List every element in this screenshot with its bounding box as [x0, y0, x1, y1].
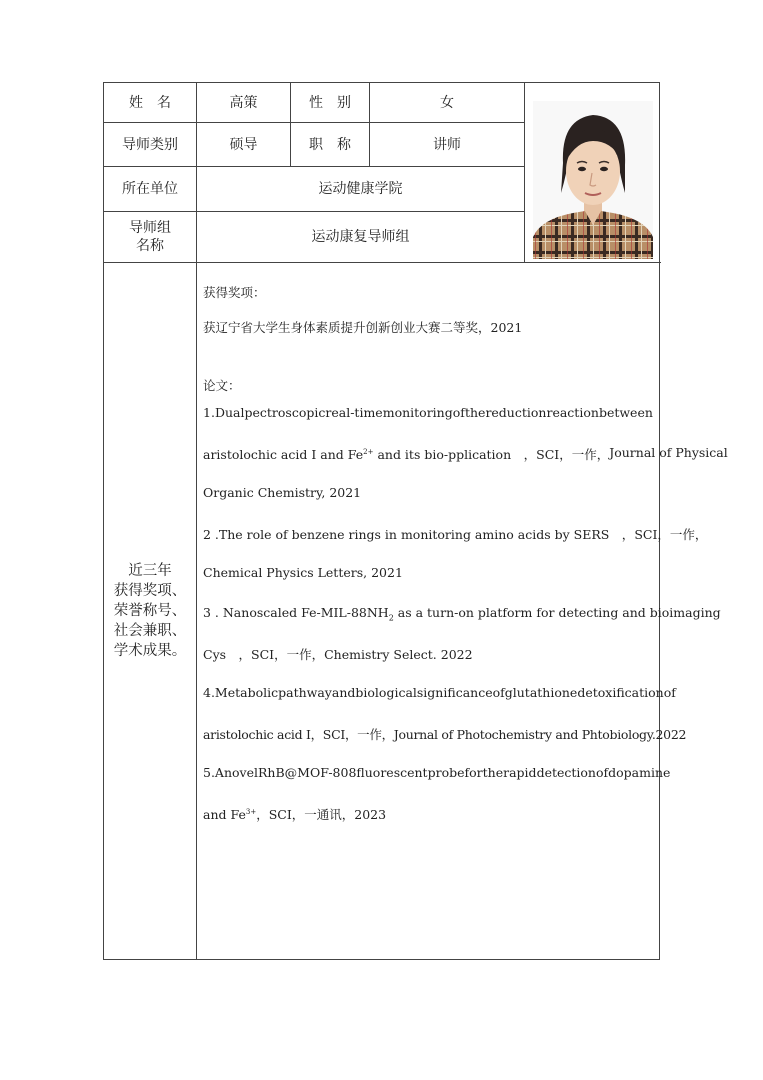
paper-2-line-2: Chemical Physics Letters, 2021 [203, 565, 403, 580]
word: pectroscopic [244, 405, 326, 420]
achievements-content [197, 263, 728, 959]
paper-5-line-1 [203, 765, 671, 780]
photo-cell [525, 83, 661, 263]
word: of [452, 405, 465, 420]
word: biological [355, 685, 417, 700]
paper-4-line-2: aristolochic acid I，SCI，一作，Journal of Photochemistry and Phtobiology.2022 [203, 727, 687, 742]
paper-3-line-2: Cys ，SCI，一作，Chemistry Select. 2022 [203, 647, 473, 662]
word: dopamine [608, 765, 671, 780]
word: reduction [485, 405, 547, 420]
word: pathway [278, 685, 332, 700]
word: the [464, 405, 486, 420]
text-segment: Journal of Physical [609, 445, 728, 460]
awards-heading: 获得奖项： [203, 285, 266, 300]
group-label-line2: 名称 [136, 238, 164, 254]
achievements-label [104, 263, 197, 959]
text-segment: 2 .The role of benzene rings in monitoring amino acids by SERS ， [203, 527, 635, 542]
word: RhB@MOF-808 [258, 765, 357, 780]
word: detection [536, 765, 596, 780]
word: novel [223, 765, 259, 780]
title-value: 讲师 [370, 123, 525, 167]
word: 4 [203, 685, 211, 700]
word: detoxification [577, 685, 664, 700]
word: for [464, 765, 483, 780]
unit-value: 运动健康学院 [197, 167, 525, 212]
name-label: 姓 名 [104, 83, 197, 123]
gender-label: 性 别 [291, 83, 370, 123]
achievements-label-line: 学术成果。 [113, 643, 187, 659]
achievements-label-line: 社会兼职、 [113, 623, 187, 639]
tutor-type-label: 导师类别 [104, 123, 197, 167]
word: reaction [546, 405, 599, 420]
word: probe [427, 765, 465, 780]
word: real-time [325, 405, 383, 420]
paper-5-line-2: and $Fe^{3+}$，SCI，一通讯，2023 [203, 807, 387, 822]
group-label [104, 212, 197, 263]
paper-2-line-1 [203, 525, 708, 543]
portrait-photo [533, 101, 653, 259]
paper-3-line-1 [203, 605, 721, 623]
profile-table [103, 82, 728, 960]
gender-value: 女 [370, 83, 525, 123]
word: Dual [214, 405, 245, 420]
paper-1-line-3: Organic Chemistry, 2021 [203, 485, 362, 500]
papers-heading: 论文： [203, 378, 241, 393]
text-segment: 3 . Nanoscaled $Fe-MIL-88NH_2$ as a turn-on platform for detecting and bioimaging [203, 605, 721, 623]
group-label-line1: 导师组 [129, 220, 171, 236]
word: and [331, 685, 356, 700]
word: the [482, 765, 504, 780]
achievements-label-line: 近三年 [128, 563, 172, 579]
word: of [595, 765, 609, 780]
word: glutathione [504, 685, 578, 700]
word: monitoring [382, 405, 453, 420]
word: rapid [503, 765, 537, 780]
achievements-label-line: 获得奖项、 [113, 583, 187, 599]
word: fluorescent [356, 765, 428, 780]
unit-label: 所在单位 [104, 167, 197, 212]
award-item: 获辽宁省大学生身体素质提升创新创业大赛二等奖，2021 [203, 320, 523, 335]
tutor-type-value: 硕导 [197, 123, 291, 167]
name-value: 高策 [197, 83, 291, 123]
title-label: 职 称 [291, 123, 370, 167]
group-value: 运动康复导师组 [197, 212, 525, 263]
word: of [492, 685, 505, 700]
word: 5.A [203, 765, 224, 780]
word: significance [416, 685, 493, 700]
text-segment: SCI，一作， [634, 527, 708, 542]
word: between [598, 405, 653, 420]
word: 1. [203, 405, 215, 420]
text-segment: aristolochic acid I and $Fe^{2+}$ and its bio-pplication ，SCI，一作， [203, 447, 610, 462]
word: of [663, 685, 676, 700]
achievements-label-line: 荣誉称号、 [113, 603, 187, 619]
paper-4-line-1 [203, 685, 676, 700]
word: .Metabolic [210, 685, 279, 700]
paper-1-line-2 [203, 445, 728, 463]
paper-1-line-1 [203, 405, 653, 420]
